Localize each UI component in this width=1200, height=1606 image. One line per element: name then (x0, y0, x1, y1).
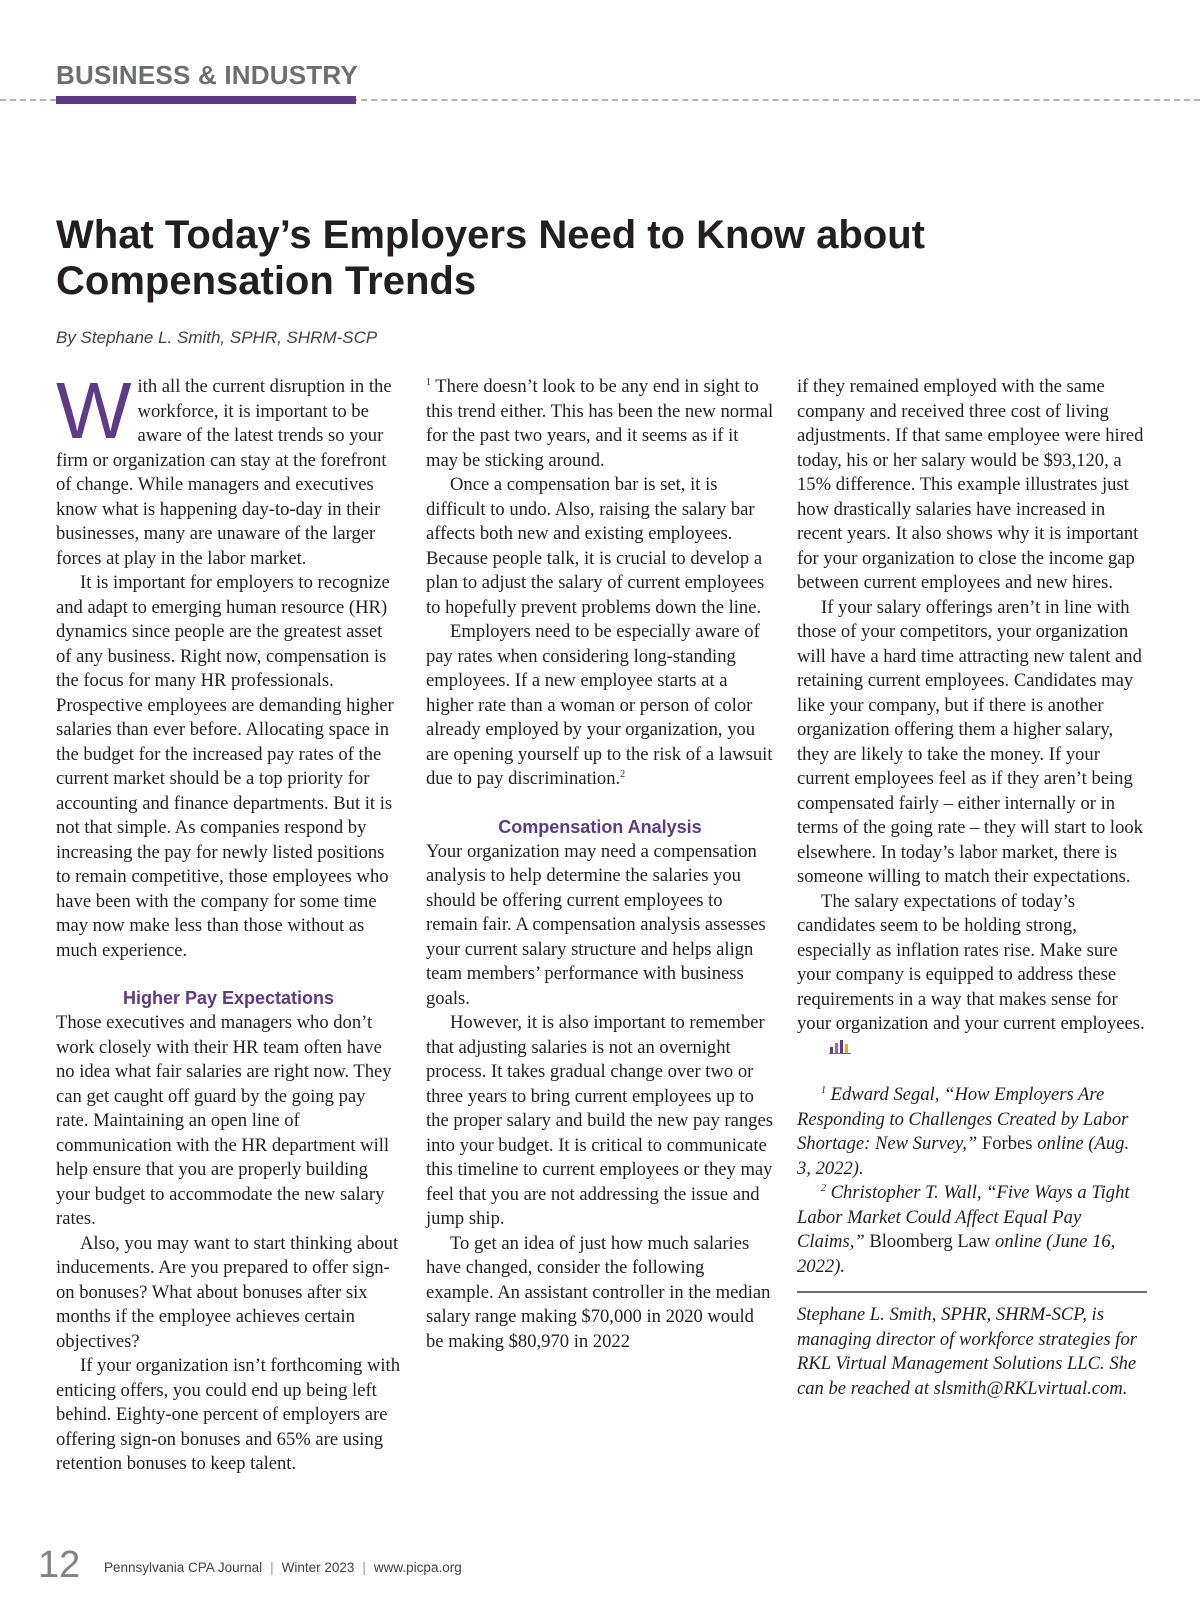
journal-end-mark-icon (805, 1037, 851, 1062)
subheading-higher-pay: Higher Pay Expectations (122, 988, 335, 1008)
footnote-2-source: Bloomberg Law (869, 1231, 991, 1253)
paragraph-12 (797, 890, 1147, 1062)
footnote-1 (797, 1083, 1147, 1181)
paragraph-2: It is important for employers to recognize and adapt to emerging human resource (HR) dynamics since people are the greatest asset of any business. Right now, compensation is the focus for many HR professionals. Prospective employees are demanding higher salaries than ever before. Allocating space in the budget for the increased pay rates of the current market should be a top priority for accounting and finance departments. But it is not that simple. As companies respond by increasing the pay for newly listed positions to remain competitive, those employees who have been with the company for some time may now make less than those without as much experience. (56, 572, 394, 961)
column-3 (797, 375, 1147, 1401)
paragraph-9: However, it is also important to remember that adjusting salaries is not an overnight process. It takes gradual change over two or three years to bring current employees up to the proper salary and build the new pay ranges into your budget. It is critical to communicate this timeline to current employees or they may feel that you are not addressing the issue and jump ship. (426, 1012, 773, 1229)
footer-website[interactable]: www.picpa.org (373, 1560, 462, 1575)
paragraph-5-text-a: If your organization isn’t forthcoming with enticing offers, you could end up being left behind. Eighty-one percent of employers are offering sign-on bonuses and 65% are using retention bonuses to keep talent. (56, 1355, 400, 1474)
footnote-2-text-b: online (June 16, 2022). (797, 1231, 1116, 1277)
footnote-1-source: Forbes (981, 1133, 1033, 1155)
footnote-1-text-b: online (Aug. 3, 2022). (797, 1133, 1130, 1179)
paragraph-1 (56, 366, 401, 571)
bio-divider (797, 1291, 1147, 1293)
footnote-1-text-a: Edward Segal, “How Employers Are Responding to Challenges Created by Labor Shortage: New Survey,” (797, 1084, 1129, 1155)
paragraph-5 (56, 1354, 401, 1477)
paragraph-10: To get an idea of just how much salaries have changed, consider the following example. An assistant controller in the median salary range making $70,000 in 2020 would be making $80,970 in 2022 (426, 1232, 771, 1352)
paragraph-3: Those executives and managers who don’t work closely with their HR team often have no idea what fair salaries are right now. They can get caught off guard by the going pay rate. Maintaining an open line of communication with the HR department will help ensure that you are properly building your budget to accommodate the new salary rates. (56, 1012, 392, 1229)
paragraph-7-text: Employers need to be especially aware of pay rates when considering long-standing employees. If a new employee starts at a higher rate than a woman or person of color already employed by your organization, you are opening yourself up to the risk of a lawsuit due to pay discrimination. (426, 621, 773, 789)
paragraph-1-text: ith all the current disruption in the workforce, it is important to be aware of the latest trends so your firm or organization can stay at the forefront of change. While managers and executives know what is happening day-to-day in their businesses, many are unaware of the larger forces at play in the labor market. (56, 376, 392, 569)
title-line-1: What Today’s Employers Need to Know about (56, 213, 925, 257)
footer-separator: | (270, 1560, 274, 1575)
footnote-2-text-a: Christopher T. Wall, “Five Ways a Tight Labor Market Could Affect Equal Pay Claims,” (797, 1182, 1130, 1253)
footnote-2-number: 2 (821, 1183, 826, 1195)
column-2 (426, 375, 774, 1354)
footer-issue: Winter 2023 (281, 1560, 355, 1575)
section-accent-bar (56, 96, 356, 104)
title-line-2: Compensation Trends (56, 259, 477, 303)
paragraph-5-continued (426, 375, 774, 473)
paragraph-7 (426, 620, 774, 792)
footer-text (104, 1560, 462, 1575)
footnote-2 (797, 1181, 1147, 1279)
footer-separator: | (362, 1560, 366, 1575)
section-label: BUSINESS & INDUSTRY (56, 60, 358, 90)
paragraph-8: Your organization may need a compensation analysis to help determine the salaries you should be offering current employees to remain fair. A compensation analysis assesses your current salary structure and helps align team members’ performance with business goals. (426, 840, 766, 1009)
paragraph-6: Once a compensation bar is set, it is difficult to undo. Also, raising the salary bar affects both new and existing employees. Because people talk, it is crucial to develop a plan to adjust the salary of current employees to hopefully prevent problems down the line. (426, 474, 765, 618)
author-bio: Stephane L. Smith, SPHR, SHRM-SCP, is managing director of workforce strategies for RKL Virtual Management Solutions LLC. She can be reached at slsmith@RKLvirtual.com. (797, 1304, 1137, 1399)
footnotes (797, 1083, 1147, 1279)
footnote-ref-1: 1 (426, 376, 431, 388)
article-title (56, 212, 956, 304)
drop-cap: W (56, 366, 132, 455)
paragraph-12-text: The salary expectations of today’s candidates seem to be holding strong, especially as inflation rates rise. Make sure your company is equipped to address these requirements in a way that makes sense for your organization and your current employees. (797, 890, 1145, 1034)
footer-publication: Pennsylvania CPA Journal (104, 1560, 263, 1575)
column-1 (56, 366, 401, 1477)
footnote-ref-2: 2 (620, 768, 626, 780)
paragraph-4: Also, you may want to start thinking about inducements. Are you prepared to offer sign-on bonuses? What about bonuses after six months if the employee achieves certain objectives? (56, 1232, 399, 1352)
subheading-compensation-analysis: Compensation Analysis (498, 816, 702, 837)
paragraph-5-text-b: There doesn’t look to be any end in sight to this trend either. This has been the new normal for the past two years, and it seems as if it may be sticking around. (426, 376, 774, 471)
footnote-1-number: 1 (821, 1085, 826, 1097)
paragraph-11: If your salary offerings aren’t in line with those of your competitors, your organization will have a hard time attracting new talent and retaining current employees. Candidates may like your company, but if there is another organization offering them a higher salary, they are likely to take the money. If your current employees feel as if they aren’t being compensated fairly – either internally or in terms of the going rate – they will start to look elsewhere. In today’s labor market, there is someone willing to match their expectations. (797, 596, 1143, 887)
page-number: 12 (38, 1544, 81, 1586)
byline: By Stephane L. Smith, SPHR, SHRM-SCP (56, 328, 378, 347)
paragraph-10-continued: if they remained employed with the same company and received three cost of living adjustments. If that same employee were hired today, his or her salary would be $93,120, a 15% difference. This example illustrates just how drastically salaries have increased in recent years. It also shows why it is important for your organization to close the income gap between current employees and new hires. (797, 376, 1144, 593)
